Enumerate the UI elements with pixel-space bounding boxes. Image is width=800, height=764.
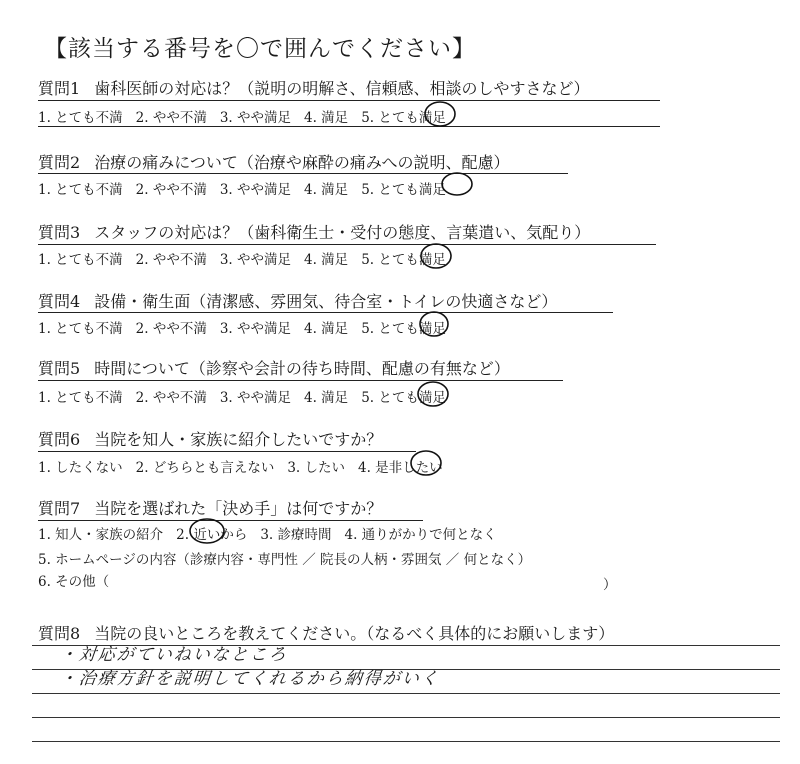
q7-option-6-close: ）	[603, 577, 617, 593]
q7-option-4[interactable]: 4. 通りがかりで何となく	[344, 527, 497, 543]
q6-option-1[interactable]: 1. したくない	[38, 460, 123, 476]
q3-option-3[interactable]: 3. やや満足	[219, 252, 292, 268]
q3-option-2[interactable]: 2. やや不満	[135, 252, 207, 268]
question-3-text: スタッフの対応は？（歯科衛生士・受付の態度、言葉遣い、気配り）	[94, 223, 591, 242]
q6-selection-circle	[411, 451, 441, 475]
question-7-text: 当院を選ばれた「決め手」は何ですか？	[94, 499, 383, 518]
q2-option-2[interactable]: 2. やや不満	[135, 182, 207, 198]
q3-selection-circle	[421, 244, 451, 268]
question-4-text: 設備・衛生面（清潔感、雰囲気、待合室・トイレの快適さなど）	[94, 292, 558, 311]
question-2-text: 治療の痛みについて（治療や麻酔の痛みへの説明、配慮）	[94, 153, 510, 172]
q5-option-5[interactable]: 5. とても満足	[361, 390, 446, 406]
q7-option-5[interactable]: 5. ホームページの内容（診療内容・専門性 ／ 院長の人柄・雰囲気 ／ 何となく）	[38, 552, 532, 568]
handwritten-answer-2: ・治療方針を説明してくれるから納得がいく	[58, 669, 441, 689]
q4-option-2[interactable]: 2. やや不満	[135, 321, 207, 337]
q5-option-4[interactable]: 4. 満足	[304, 390, 349, 406]
q5-option-2[interactable]: 2. やや不満	[135, 390, 207, 406]
handwritten-answer-1: ・対応がていねいなところ	[58, 645, 289, 665]
q7-option-3[interactable]: 3. 診療時間	[260, 527, 332, 543]
q3-option-5[interactable]: 5. とても満足	[361, 252, 446, 268]
q2-option-4[interactable]: 4. 満足	[304, 182, 349, 198]
form-title: 【該当する番号を〇で囲んでください】	[44, 36, 476, 62]
q6-option-4[interactable]: 4. 是非したい	[358, 460, 443, 476]
q6-option-2[interactable]: 2. どちらとも言えない	[135, 460, 275, 476]
q6-option-3[interactable]: 3. したい	[287, 460, 346, 476]
q3-option-1[interactable]: 1. とても不満	[38, 252, 123, 268]
question-5-text: 時間について（診察や会計の待ち時間、配慮の有無など）	[94, 359, 510, 378]
q7-selection-circle	[190, 519, 224, 543]
question-1-text: 歯科医師の対応は？（説明の明解さ、信頼感、相談のしやすさなど）	[94, 79, 590, 98]
q1-option-5[interactable]: 5. とても満足	[361, 110, 446, 126]
q3-option-4[interactable]: 4. 満足	[304, 252, 349, 268]
q2-selection-circle	[442, 173, 472, 195]
q7-option-6[interactable]: 6. その他（	[38, 574, 110, 590]
question-2-number: 質問2	[38, 153, 81, 172]
q5-option-3[interactable]: 3. やや満足	[219, 390, 292, 406]
q4-option-3[interactable]: 3. やや満足	[219, 321, 292, 337]
q1-option-3[interactable]: 3. やや満足	[219, 110, 292, 126]
question-4-number: 質問4	[38, 292, 81, 311]
q5-selection-circle	[418, 382, 448, 406]
q5-option-1[interactable]: 1. とても不満	[38, 390, 123, 406]
q4-selection-circle	[420, 312, 448, 336]
question-6-text: 当院を知人・家族に紹介したいですか？	[94, 430, 383, 449]
question-6-number: 質問6	[38, 430, 81, 449]
q4-option-5[interactable]: 5. とても満足	[361, 321, 446, 337]
q4-option-4[interactable]: 4. 満足	[304, 321, 349, 337]
q1-option-4[interactable]: 4. 満足	[304, 110, 349, 126]
q7-option-1[interactable]: 1. 知人・家族の紹介	[38, 527, 164, 543]
q2-option-3[interactable]: 3. やや満足	[219, 182, 292, 198]
question-8-number: 質問8	[38, 624, 81, 643]
q1-selection-circle	[425, 102, 455, 126]
q2-option-1[interactable]: 1. とても不満	[38, 182, 123, 198]
q7-option-2[interactable]: 2. 近いから	[176, 527, 248, 543]
question-3-number: 質問3	[38, 223, 81, 242]
question-1-number: 質問1	[38, 79, 81, 98]
question-8-text: 当院の良いところを教えてください。（なるべく具体的にお願いします）	[94, 624, 615, 643]
q1-option-2[interactable]: 2. やや不満	[135, 110, 207, 126]
question-7-number: 質問7	[38, 499, 81, 518]
q1-option-1[interactable]: 1. とても不満	[38, 110, 123, 126]
q4-option-1[interactable]: 1. とても不満	[38, 321, 123, 337]
q2-option-5[interactable]: 5. とても満足	[361, 182, 446, 198]
question-5-number: 質問5	[38, 359, 81, 378]
